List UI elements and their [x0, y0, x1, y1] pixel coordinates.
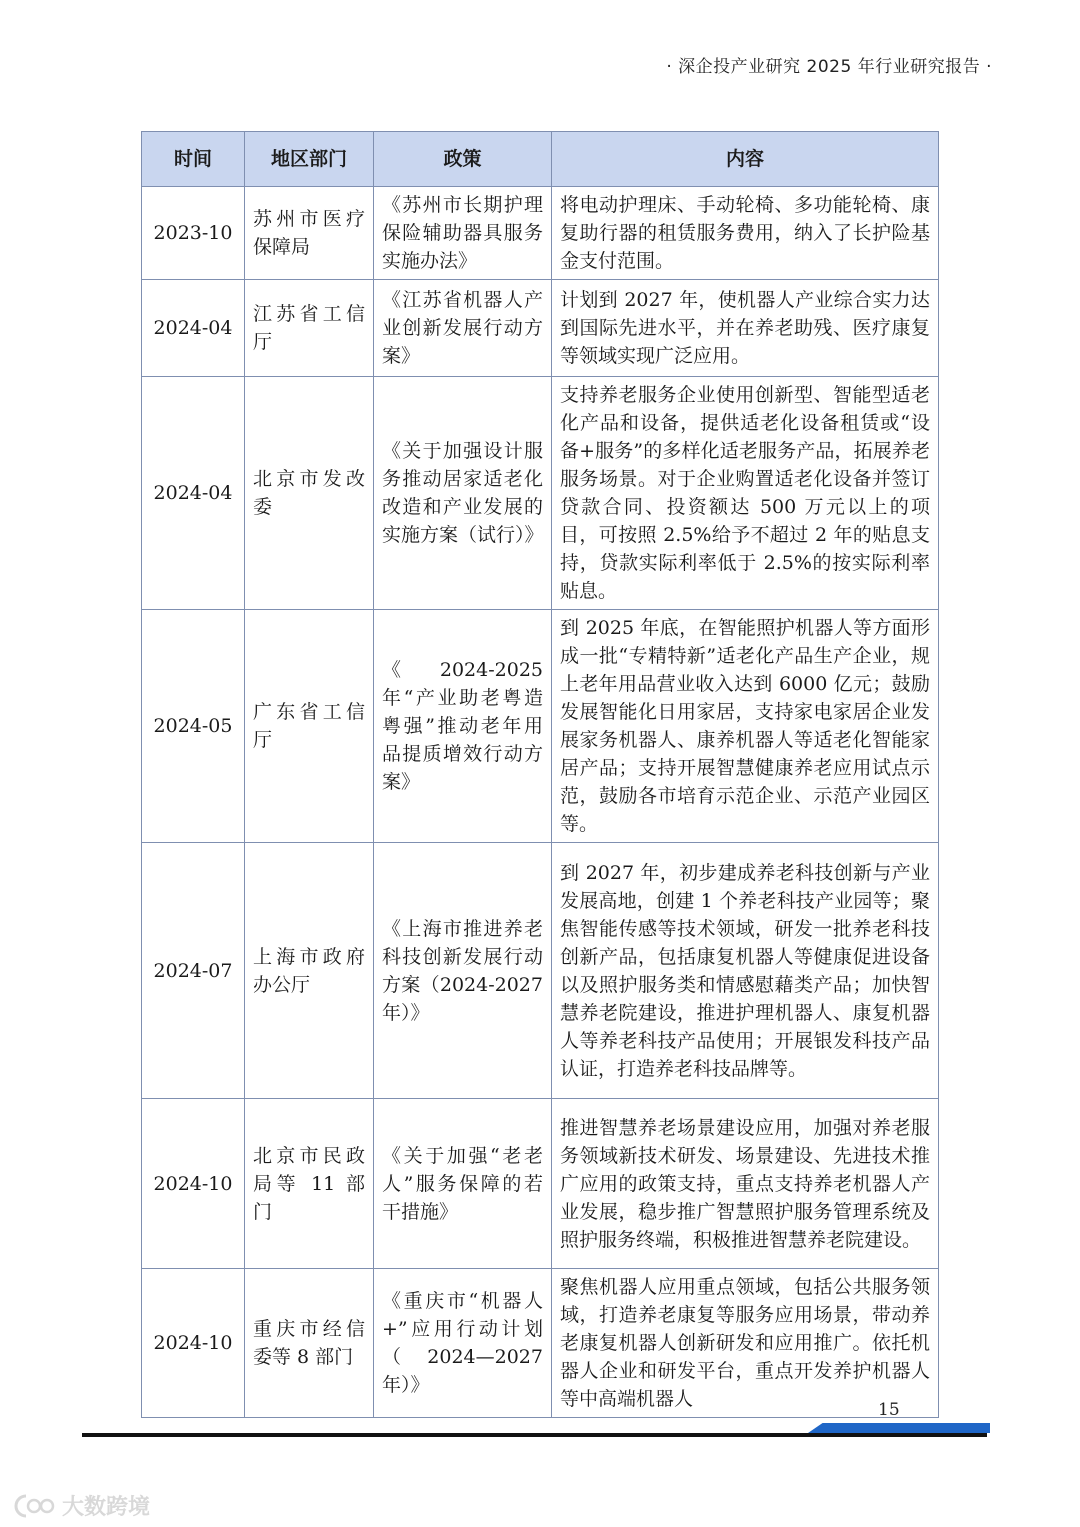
table-row [142, 610, 939, 843]
cell-time: 2024-04 [142, 280, 245, 377]
policy-table [141, 131, 939, 1418]
cell-policy: 《 2024-2025 年“产业助老粤造粤强”推动老年用品提质增效行动方案》 [374, 610, 552, 843]
cell-region: 重庆市经信委等 8 部门 [245, 1269, 374, 1418]
cell-region: 广东省工信厅 [245, 610, 374, 843]
cell-time: 2024-05 [142, 610, 245, 843]
cell-region: 北京市发改委 [245, 377, 374, 610]
cell-policy: 《江苏省机器人产业创新发展行动方案》 [374, 280, 552, 377]
table-row [142, 377, 939, 610]
watermark-text: 大数跨境 [62, 1495, 151, 1520]
report-header: · 深企投产业研究 2025 年行业研究报告 · [666, 57, 992, 77]
cell-time: 2024-04 [142, 377, 245, 610]
table-header-row [142, 132, 939, 187]
column-header-content: 内容 [552, 132, 939, 187]
cell-policy: 《关于加强“老老人”服务保障的若干措施》 [374, 1099, 552, 1269]
watermark-logo-icon [12, 1493, 56, 1519]
column-header-policy: 政策 [374, 132, 552, 187]
cell-content: 推进智慧养老场景建设应用，加强对养老服务领域新技术研发、场景建设、先进技术推广应用的政策支持，重点支持养老机器人产业发展，稳步推广智慧照护服务管理系统及照护服务终端，积极推进智慧养老院建设。 [552, 1099, 939, 1269]
cell-time: 2024-10 [142, 1269, 245, 1418]
cell-content: 到 2025 年底，在智能照护机器人等方面形成一批“专精特新”适老化产品生产企业，规上老年用品营业收入达到 6000 亿元；鼓励发展智能化日用家居，支持家电家居企业发展家务机器人、康养机器人等适老化智能家居产品；支持开展智慧健康养老应用试点示范，鼓励各市培育示范企业、示范产业园区等。 [552, 610, 939, 843]
cell-time: 2023-10 [142, 187, 245, 280]
footer-rule [82, 1433, 987, 1437]
cell-region: 苏州市医疗保障局 [245, 187, 374, 280]
cell-content: 到 2027 年，初步建成养老科技创新与产业发展高地，创建 1 个养老科技产业园等；聚焦智能传感等技术领域，研发一批养老科技创新产品，包括康复机器人等健康促进设备以及照护服务类和情感慰藉类产品；加快智慧养老院建设，推进护理机器人、康复机器人等养老科技产品使用；开展银发科技产品认证，打造养老科技品牌等。 [552, 843, 939, 1099]
cell-policy: 《重庆市“机器人+”应用行动计划（2024—2027 年）》 [374, 1269, 552, 1418]
page-number: 15 [878, 1400, 900, 1420]
table-row [142, 187, 939, 280]
column-header-time: 时间 [142, 132, 245, 187]
cell-policy: 《关于加强设计服务推动居家适老化改造和产业发展的实施方案（试行）》 [374, 377, 552, 610]
cell-policy: 《苏州市长期护理保险辅助器具服务实施办法》 [374, 187, 552, 280]
footer-accent-bar [808, 1423, 990, 1433]
cell-policy: 《上海市推进养老科技创新发展行动方案（2024-2027 年）》 [374, 843, 552, 1099]
cell-content: 支持养老服务企业使用创新型、智能型适老化产品和设备，提供适老化设备租赁或“设备+服务”的多样化适老服务产品，拓展养老服务场景。对于企业购置适老化设备并签订贷款合同、投资额达 500 万元以上的项目，可按照 2.5%给予不超过 2 年的贴息支持，贷款实际利率低于 2.5%的按实际利率贴息。 [552, 377, 939, 610]
cell-time: 2024-10 [142, 1099, 245, 1269]
cell-content: 计划到 2027 年，使机器人产业综合实力达到国际先进水平，并在养老助残、医疗康复等领域实现广泛应用。 [552, 280, 939, 377]
table-row [142, 1099, 939, 1269]
column-header-region: 地区部门 [245, 132, 374, 187]
watermark [12, 1490, 150, 1521]
cell-content: 聚焦机器人应用重点领域，包括公共服务领域，打造养老康复等服务应用场景，带动养老康复机器人创新研发和应用推广。依托机器人企业和研发平台，重点开发养护机器人等中高端机器人 [552, 1269, 939, 1418]
cell-region: 北京市民政局等 11 部门 [245, 1099, 374, 1269]
table-row [142, 843, 939, 1099]
cell-region: 上海市政府办公厅 [245, 843, 374, 1099]
cell-time: 2024-07 [142, 843, 245, 1099]
cell-region: 江苏省工信厅 [245, 280, 374, 377]
table-row [142, 280, 939, 377]
table-row [142, 1269, 939, 1418]
cell-content: 将电动护理床、手动轮椅、多功能轮椅、康复助行器的租赁服务费用，纳入了长护险基金支付范围。 [552, 187, 939, 280]
